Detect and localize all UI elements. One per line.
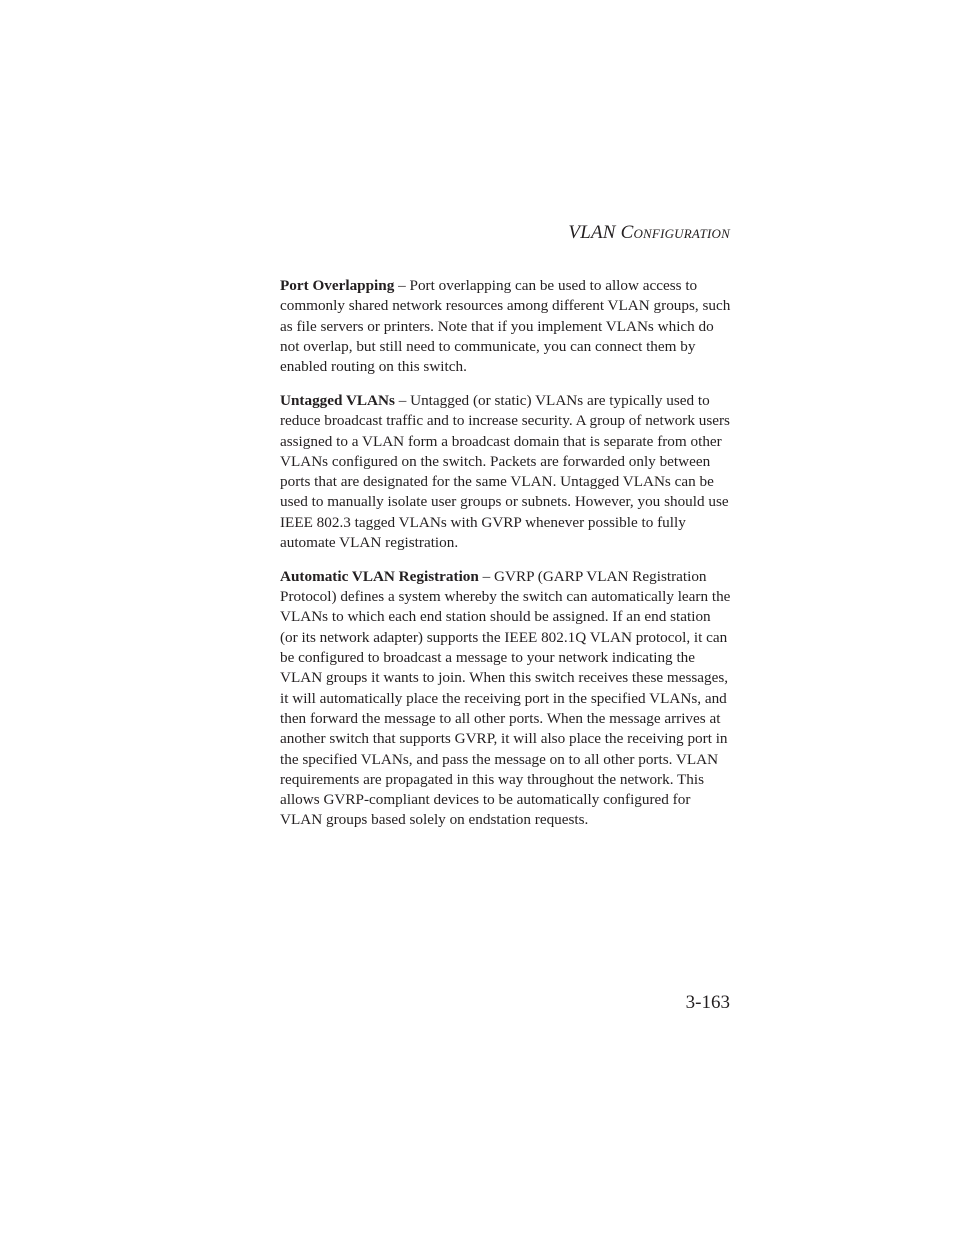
text-untagged-vlans: – Untagged (or static) VLANs are typically used to reduce broadcast traffic and to increase security. A group of network users assigned to a VLAN form a broadcast domain that is separate from other VLANs configured on the switch. Packets are forwarded only between ports that are designated for the same VLAN. Untagged VLANs can be used to manually isolate user groups or subnets. However, you should use IEEE 802.3 tagged VLANs with GVRP whenever possible to fully automate VLAN registration.	[280, 391, 730, 552]
page-number: 3-163	[685, 992, 730, 1013]
body-text	[280, 276, 732, 844]
running-header	[568, 222, 730, 244]
running-header-smallcaps: ONFIGURATION	[633, 226, 730, 241]
text-port-overlapping: – Port overlapping can be used to allow access to commonly shared network resources among different VLAN groups, such as file servers or printers. Note that if you implement VLANs which do not overlap, but still need to communicate, you can connect them by enabled routing on this switch.	[280, 277, 731, 376]
term-port-overlapping: Port Overlapping	[280, 277, 395, 294]
term-untagged-vlans: Untagged VLANs	[280, 391, 395, 409]
paragraph-port-overlapping	[280, 276, 732, 377]
paragraph-automatic-vlan-registration	[280, 567, 732, 831]
text-automatic-vlan-registration: – GVRP (GARP VLAN Registration Protocol) defines a system whereby the switch can automatically learn the VLANs to which each end station should be assigned. If an end station (or its network adapter) supports the IEEE 802.1Q VLAN protocol, it can be configured to broadcast a message to your network indicating the VLAN groups it wants to join. When this switch receives these messages, it will automatically place the receiving port in the specified VLANs, and then forward the message to all other ports. When the message arrives at another switch that supports GVRP, it will also place the receiving port in the specified VLANs, and pass the message on to all other ports. VLAN requirements are propagated in this way throughout the network. This allows GVRP-compliant devices to be automatically configured for VLAN groups based solely on endstation requests.	[280, 567, 731, 829]
running-header-main: VLAN C	[568, 222, 634, 243]
term-automatic-vlan-registration: Automatic VLAN Registration	[280, 567, 479, 585]
paragraph-untagged-vlans	[280, 391, 732, 553]
